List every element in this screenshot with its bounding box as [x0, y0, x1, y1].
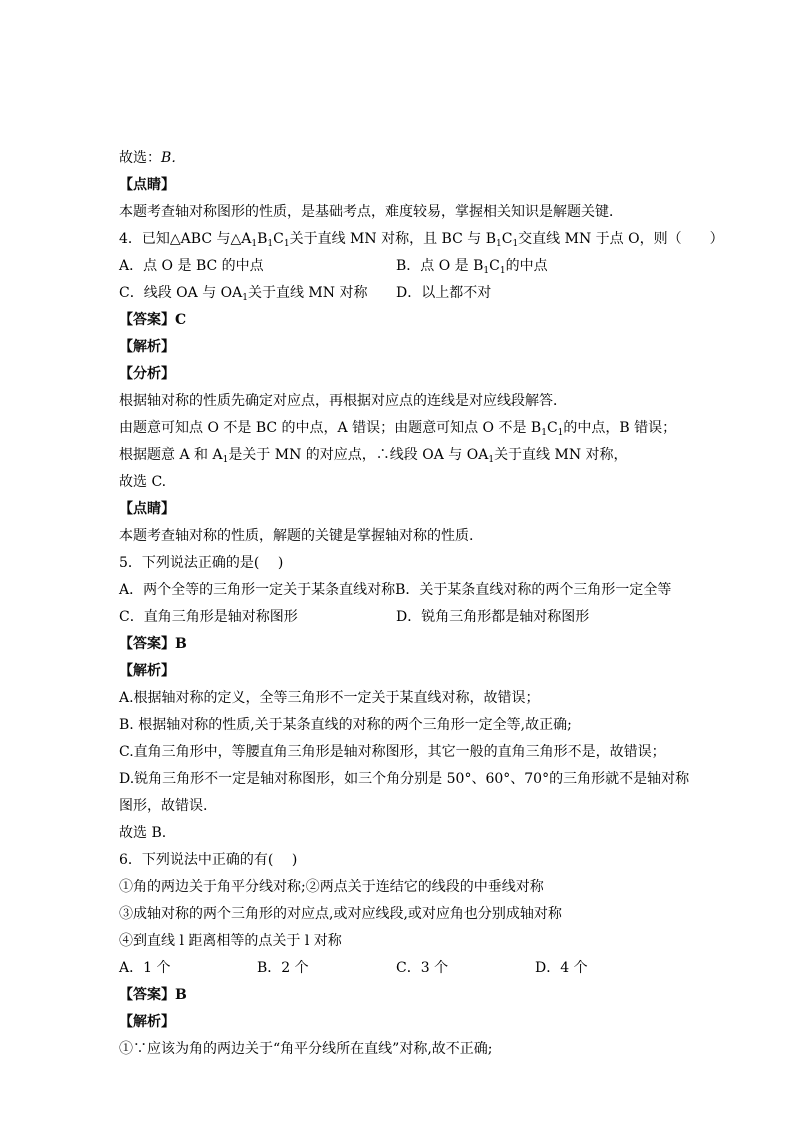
q5-options-ab	[119, 577, 693, 603]
q6-statement-2: ③成轴对称的两个三角形的对应点,或对应线段,或对应角也分别成轴对称	[119, 906, 562, 922]
tip-text: 本题考查轴对称图形的性质，是基础考点，难度较易，掌握相关知识是解题关键．	[119, 204, 623, 220]
q4-option-b: B．点 O 是 $B_1C_1$的中点	[396, 258, 548, 276]
explanation-5-line-6: 故选 B.	[119, 825, 167, 841]
explanation-5-line-2: B. 根据轴对称的性质,关于某条直线的对称的两个三角形一定全等,故正确;	[119, 717, 572, 733]
analysis-4-heading: 【分析】	[119, 366, 175, 382]
q4-options-ab	[119, 253, 693, 279]
explanation-4-heading: 【解析】	[119, 339, 175, 355]
q6-option-d: D．4 个	[535, 960, 588, 976]
q4-option-d: D．以上都不对	[396, 285, 492, 301]
explanation-5-line-1: A.根据轴对称的定义，全等三角形不一定关于某直线对称，故错误；	[119, 690, 540, 706]
q5-options-cd	[119, 604, 693, 630]
explanation-6-line-1: ①∵应该为角的两边关于“角平分线所在直线”对称,故不正确;	[119, 1041, 493, 1057]
q6-option-b: B．2 个	[257, 960, 309, 976]
q4-options-cd	[119, 280, 693, 306]
explanation-6-heading: 【解析】	[119, 1014, 175, 1030]
q6-options	[119, 955, 693, 981]
q4-option-a: A．点 O 是 BC 的中点	[119, 258, 264, 274]
text-line-1: 故选：B．	[119, 150, 186, 166]
analysis-4-line-1: 根据轴对称的性质先确定对应点，再根据对应点的连线是对应线段解答．	[119, 393, 567, 409]
question-6: 6．下列说法中正确的有( )	[119, 852, 298, 868]
answer-4: 【答案】C	[119, 312, 187, 328]
question-4: 4．已知△ABC 与$\triangle A_1B_1C_1$关于直线 MN 对称，且 BC 与 $B_1C_1$交直线 MN 于点 O，则（ ）	[119, 231, 724, 249]
tip-4-heading: 【点睛】	[119, 501, 175, 517]
q5-option-c: C．直角三角形是轴对称图形	[119, 609, 298, 625]
answer-6: 【答案】B	[119, 987, 187, 1003]
tip-4-text: 本题考查轴对称的性质，解题的关键是掌握轴对称的性质.	[119, 528, 474, 544]
answer-5: 【答案】B	[119, 636, 187, 652]
q5-option-b: B．关于某条直线对称的两个三角形一定全等	[395, 582, 672, 598]
analysis-4-line-2: 由题意可知点 O 不是 BC 的中点，A 错误；由题意可知点 O 不是 $B_1C_1$的中点，B 错误；	[119, 420, 677, 438]
tip-heading: 【点睛】	[119, 177, 175, 193]
q6-option-a: A．1 个	[119, 960, 171, 976]
q4-option-c: C．线段 OA 与 $OA_1$关于直线 MN 对称	[119, 285, 368, 303]
q5-option-a: A．两个全等的三角形一定关于某条直线对称	[119, 582, 396, 598]
q5-option-d: D．锐角三角形都是轴对称图形	[396, 609, 590, 625]
explanation-5-line-5: 图形，故错误.	[119, 798, 208, 814]
q6-statement-1: ①角的两边关于角平分线对称;②两点关于连结它的线段的中垂线对称	[119, 879, 544, 895]
explanation-5-line-4: D.锐角三角形不一定是轴对称图形，如三个角分别是 50°、60°、70°的三角形就不是轴对称	[119, 771, 690, 787]
explanation-5-line-3: C.直角三角形中，等腰直角三角形是轴对称图形，其它一般的直角三角形不是，故错误；	[119, 744, 666, 760]
analysis-4-line-3: 根据题意 A 和 $A_1$是关于 MN 的对应点，∴线段 OA 与 $OA_1$关于直线 MN 对称，	[119, 447, 628, 465]
analysis-4-line-4: 故选 C.	[119, 474, 167, 490]
explanation-5-heading: 【解析】	[119, 663, 175, 679]
q6-option-c: C．3 个	[396, 960, 449, 976]
question-5: 5．下列说法正确的是( )	[119, 555, 284, 571]
q6-statement-3: ④到直线 l 距离相等的点关于 l 对称	[119, 933, 342, 949]
